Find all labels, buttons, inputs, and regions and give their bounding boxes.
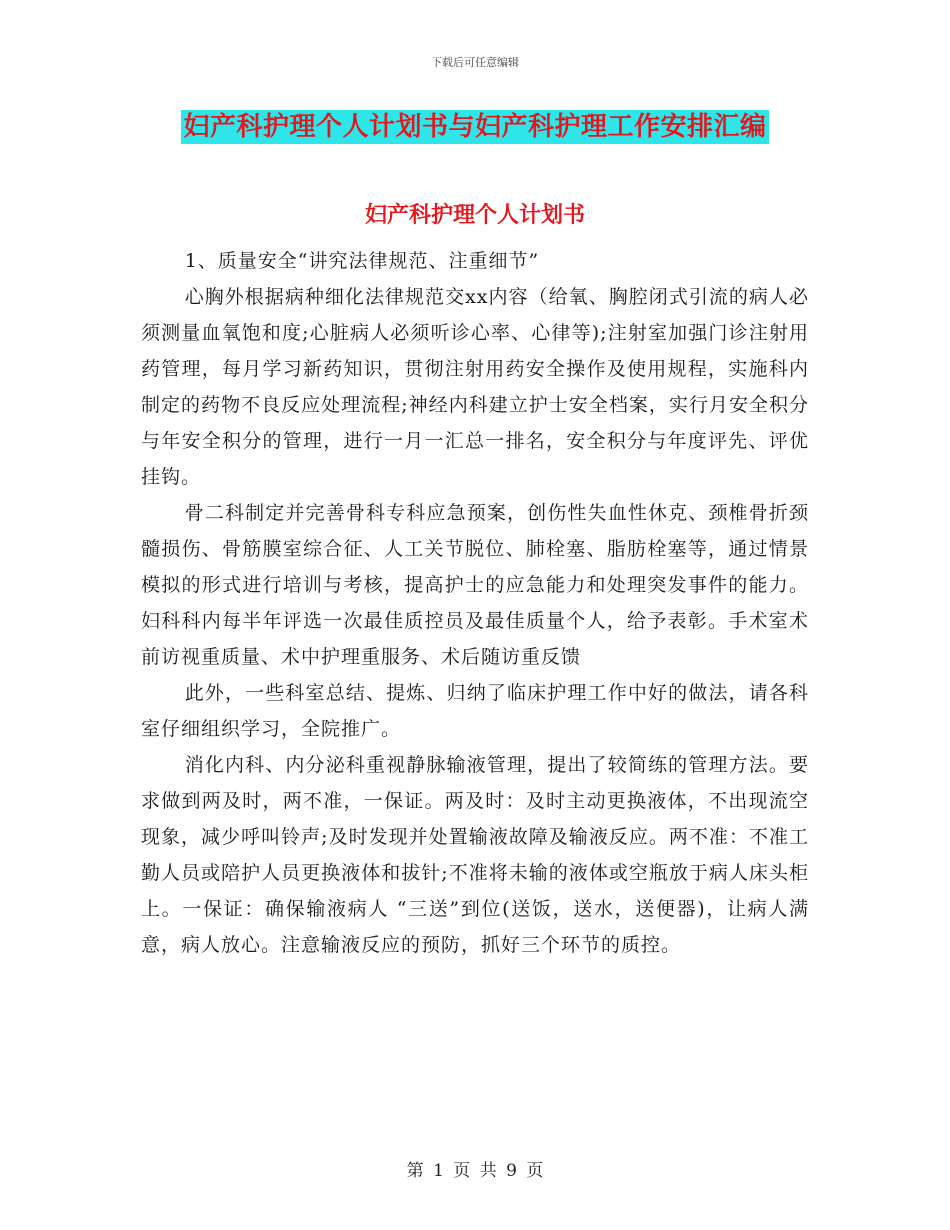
section-title: 妇产科护理个人计划书 [364, 202, 585, 228]
document-title-container [0, 110, 950, 144]
paragraph-2: 心胸外根据病种细化法律规范交xx内容（给氧、胸腔闭式引流的病人必须测量血氧饱和度;心脏病人必须听诊心率、心律等);注射室加强门诊注射用药管理，每月学习新药知识，贯彻注射用药安全操作及使用规程，实施科内制定的药物不良反应处理流程;神经内科建立护士安全档案，实行月安全积分与年安全积分的管理，进行一月一汇总一排名，安全积分与年度评先、评优挂钩。 [141, 286, 809, 488]
page-number-footer: 第 1 页 共 9 页 [406, 1161, 544, 1181]
header-note: 下载后可任意编辑 [431, 56, 519, 69]
paragraph-3: 骨二科制定并完善骨科专科应急预案，创伤性失血性休克、颈椎骨折颈髓损伤、骨筋膜室综合征、人工关节脱位、肺栓塞、脂肪栓塞等，通过情景模拟的形式进行培训与考核，提高护士的应急能力和处理突发事件的能力。妇科科内每半年评选一次最佳质控员及最佳质量个人，给予表彰。手术室术前访视重质量、术中护理重服务、术后随访重反馈 [141, 502, 809, 668]
paragraph-1: 1、质量安全“讲究法律规范、注重细节” [184, 250, 540, 272]
paragraph-4: 此外，一些科室总结、提炼、归纳了临床护理工作中好的做法，请各科室仔细组织学习，全院推广。 [141, 682, 809, 740]
document-title: 妇产科护理个人计划书与妇产科护理工作安排汇编 [183, 112, 767, 142]
document-body [141, 243, 809, 963]
paragraph-5: 消化内科、内分泌科重视静脉输液管理，提出了较简练的管理方法。要求做到两及时，两不准，一保证。两及时：及时主动更换液体，不出现流空现象，减少呼叫铃声;及时发现并处置输液故障及输液反应。两不准：不准工勤人员或陪护人员更换液体和拔针;不准将未输的液体或空瓶放于病人床头柜上。一保证：确保输液病人 “三送”到位(送饭，送水，送便器)，让病人满意，病人放心。注意输液反应的预防，抓好三个环节的质控。 [141, 754, 809, 956]
